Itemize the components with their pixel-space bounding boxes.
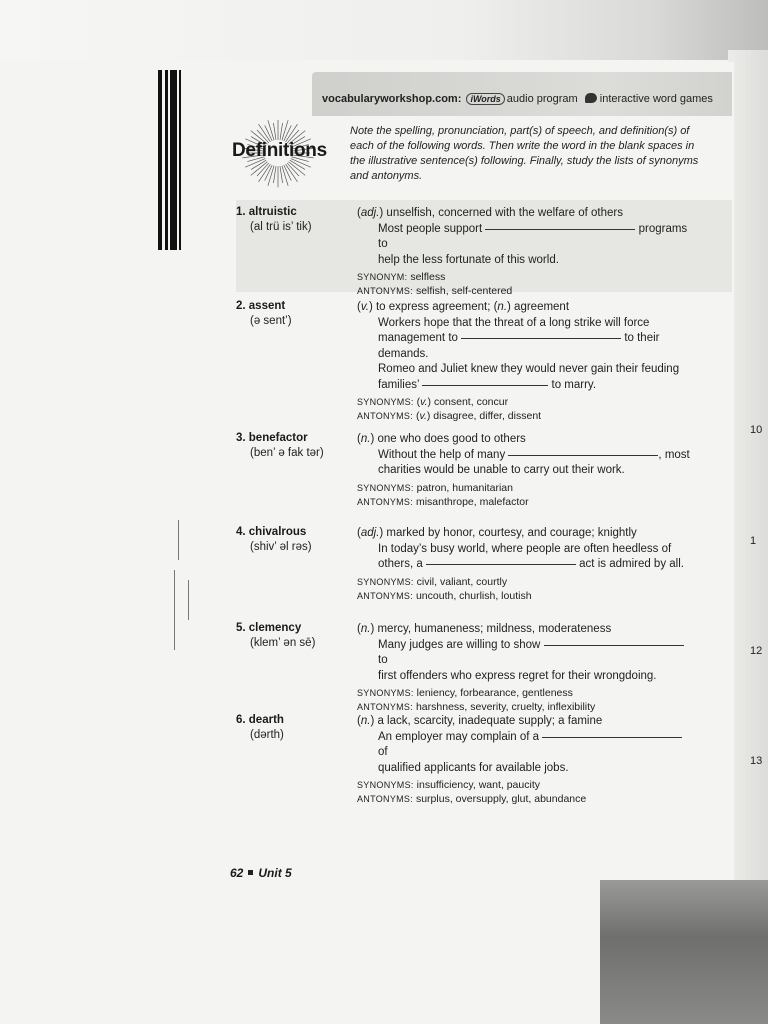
- section-title: Definitions: [232, 140, 327, 161]
- iwords-badge: iWords: [466, 93, 504, 105]
- entry-pronunciation: (dərth): [250, 729, 284, 741]
- scan-shadow: [600, 880, 768, 1024]
- antonyms: ANTONYMS: harshness, severity, cruelty, inflexibility: [357, 701, 596, 713]
- synonyms: SYNONYM: selfless: [357, 271, 446, 283]
- page-spine-marks: [156, 70, 186, 250]
- page-number: 62: [230, 866, 244, 880]
- example-sentence: Without the help of many , most: [378, 448, 690, 461]
- margin-line: [178, 520, 179, 560]
- answer-blank[interactable]: [485, 228, 635, 230]
- entry-pronunciation: (ə sent’): [250, 315, 292, 327]
- synonyms: SYNONYMS: patron, humanitarian: [357, 481, 513, 494]
- entry-definition: (adj.) marked by honor, courtesy, and courage; knightly: [357, 527, 637, 539]
- margin-line: [188, 580, 189, 620]
- entry-pronunciation: (al trü is’ tik): [250, 221, 312, 233]
- word-games-label: interactive word games: [599, 93, 713, 105]
- entry-definition: (n.) mercy, humaneness; mildness, moderateness: [357, 623, 612, 635]
- antonyms: ANTONYMS: uncouth, churlish, loutish: [357, 589, 532, 602]
- speech-bubble-icon: [585, 93, 597, 103]
- entry-word: 6. dearth: [236, 714, 284, 726]
- entry-pronunciation: (klem’ ən sē): [250, 637, 316, 649]
- answer-blank[interactable]: [422, 384, 548, 386]
- entry-pronunciation: (shiv’ əl rəs): [250, 541, 312, 553]
- entry-definition: (adj.) unselfish, concerned with the welfare of others: [357, 207, 623, 219]
- antonyms: ANTONYMS: (v.) disagree, differ, dissent: [357, 410, 542, 422]
- page-footer: [230, 866, 292, 880]
- synonyms: SYNONYMS: civil, valiant, courtly: [357, 575, 508, 588]
- example-sentence: Romeo and Juliet knew they would never gain their feuding: [378, 363, 680, 375]
- bullet-icon: [248, 870, 253, 875]
- header-bar: [322, 93, 713, 105]
- site-url: vocabularyworkshop.com:: [322, 93, 462, 105]
- entry-word: 3. benefactor: [236, 432, 308, 444]
- entry-word: 1. altruistic: [236, 206, 297, 218]
- answer-blank[interactable]: [508, 454, 658, 456]
- answer-blank[interactable]: [544, 644, 684, 646]
- entry-definition: (n.) one who does good to others: [357, 433, 526, 445]
- answer-blank[interactable]: [461, 337, 621, 339]
- antonyms: ANTONYMS: selfish, self-centered: [357, 285, 513, 297]
- entry-word: 4. chivalrous: [236, 526, 307, 538]
- entry-word: 2. assent: [236, 300, 286, 312]
- adjacent-page-number: 12: [750, 645, 763, 657]
- unit-label: Unit 5: [258, 866, 292, 880]
- entry-definition: (v.) to express agreement; (n.) agreement: [357, 301, 570, 313]
- synonyms: SYNONYMS: leniency, forbearance, gentleness: [357, 687, 573, 699]
- example-sentence: Workers hope that the threat of a long strike will force: [378, 316, 650, 329]
- scan-background-right: [728, 50, 768, 1024]
- example-sentence: Many judges are willing to show to: [357, 638, 693, 669]
- instructions-text: Note the spelling, pronunciation, part(s) of speech, and definition(s) of each of the following words. Then write the word in the blank spaces in the illustrative sentence(s) following. Finally, study the lists of synonyms and antonyms.: [350, 125, 699, 182]
- audio-program-label: audio program: [506, 93, 578, 105]
- example-sentence: Most people support programs to: [378, 222, 688, 250]
- example-sentence: In today’s busy world, where people are often heedless of: [378, 542, 672, 555]
- answer-blank[interactable]: [542, 736, 682, 738]
- adjacent-page-number: 1: [750, 535, 757, 547]
- synonyms: SYNONYMS: (v.) consent, concur: [357, 396, 509, 408]
- adjacent-page-number: 13: [750, 755, 763, 767]
- synonyms: SYNONYMS: insufficiency, want, paucity: [357, 779, 540, 791]
- adjacent-page-number: 10: [750, 424, 763, 436]
- entry-pronunciation: (ben’ ə fak tər): [250, 447, 324, 459]
- scan-background-top: [0, 0, 768, 60]
- antonyms: ANTONYMS: surplus, oversupply, glut, abundance: [357, 793, 587, 805]
- margin-line: [174, 570, 175, 650]
- example-sentence: An employer may complain of a of: [357, 730, 693, 761]
- entry-word: 5. clemency: [236, 622, 302, 634]
- entry-definition: (n.) a lack, scarcity, inadequate supply; a famine: [357, 715, 603, 727]
- antonyms: ANTONYMS: misanthrope, malefactor: [357, 495, 529, 508]
- answer-blank[interactable]: [426, 563, 576, 565]
